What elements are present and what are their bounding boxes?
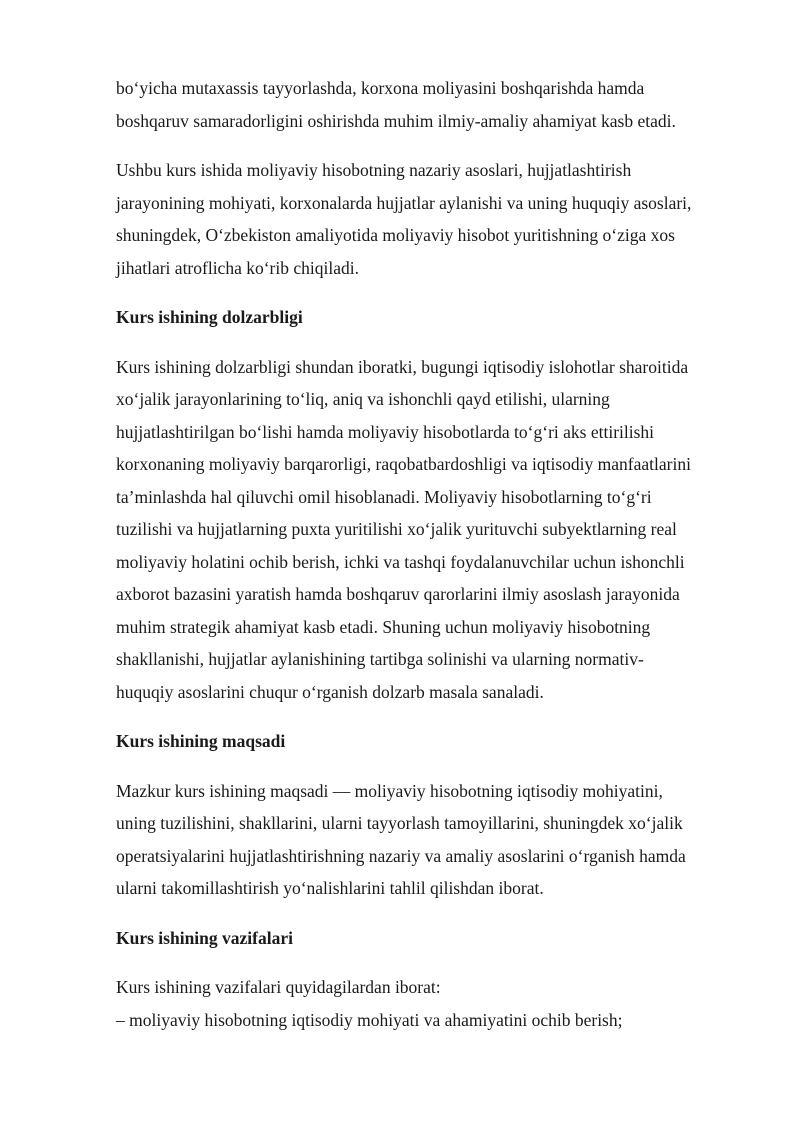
text-line: moliyaviy holatini ochib berish, ichki va tashqi foydalanuvchilar uchun ishonchli: [116, 551, 685, 572]
relevance-heading: Kurs ishining dolzarbligi: [116, 307, 303, 327]
text-line: axborot bazasini yaratish hamda boshqaruv qarorlarini ilmiy asoslash jarayonida: [116, 584, 680, 604]
relevance-paragraph: [116, 351, 736, 709]
text-line: Kurs ishining dolzarbligi shundan iboratki, bugungi iqtisodiy islohotlar sharoitida: [116, 356, 689, 377]
text-line: tuzilishi va hujjatlarning puxta yuritilishi xoʻjalik yurituvchi subyektlarning real: [116, 519, 677, 539]
text-line: jarayonining mohiyati, korxonalarda hujjatlar aylanishi va uning huquqiy asoslari,: [116, 192, 692, 213]
tasks-paragraph: [116, 971, 736, 1036]
text-line: boʻyicha mutaxassis tayyorlashda, korxona moliyasini boshqarishda hamda: [116, 78, 645, 98]
list-item: – moliyaviy hisobotning iqtisodiy mohiyati va ahamiyatini ochib berish;: [116, 1009, 623, 1030]
text-line: korxonaning moliyaviy barqarorligi, raqobatbardoshligi va iqtisodiy manfaatlarini: [116, 454, 691, 474]
document-page: [116, 72, 736, 1036]
intro-continuation-paragraph: [116, 72, 736, 137]
text-line: shuningdek, Oʻzbekiston amaliyotida moliyaviy hisobot yuritishning oʻziga xos: [116, 225, 675, 245]
text-line: muhim strategik ahamiyat kasb etadi. Shuning uchun moliyaviy hisobotning: [116, 616, 651, 637]
text-line: shakllanishi, hujjatlar aylanishining tartibga solinishi va ularning normativ-: [116, 649, 644, 669]
text-line: Kurs ishining vazifalari quyidagilardan iborat:: [116, 977, 441, 997]
text-line: uning tuzilishini, shakllarini, ularni tayyorlash tamoyillarini, shuningdek xoʻjalik: [116, 813, 683, 833]
text-line: Ushbu kurs ishida moliyaviy hisobotning nazariy asoslari, hujjatlashtirish: [116, 160, 632, 180]
text-line: ularni takomillashtirish yoʻnalishlarini tahlil qilishdan iborat.: [116, 878, 544, 898]
tasks-heading: Kurs ishining vazifalari: [116, 927, 293, 948]
text-line: operatsiyalarini hujjatlashtirishning nazariy va amaliy asoslarini oʻrganish hamda: [116, 845, 686, 866]
text-line: hujjatlashtirilgan boʻlishi hamda moliyaviy hisobotlarda toʻgʻri aks ettirilishi: [116, 421, 655, 442]
intro-paragraph: [116, 154, 736, 284]
text-line: boshqaruv samaradorligini oshirishda muhim ilmiy-amaliy ahamiyat kasb etadi.: [116, 110, 676, 131]
text-line: ta’minlashda hal qiluvchi omil hisoblanadi. Moliyaviy hisobotlarning toʻgʻri: [116, 486, 652, 507]
goal-paragraph: [116, 775, 736, 905]
text-line: jihatlari atroflicha koʻrib chiqiladi.: [116, 257, 359, 278]
text-line: huquqiy asoslarini chuqur oʻrganish dolzarb masala sanaladi.: [116, 681, 544, 702]
text-line: xoʻjalik jarayonlarining toʻliq, aniq va ishonchli qayd etilishi, ularning: [116, 389, 610, 409]
goal-heading: Kurs ishining maqsadi: [116, 731, 286, 751]
text-line: Mazkur kurs ishining maqsadi — moliyaviy hisobotning iqtisodiy mohiyatini,: [116, 780, 663, 801]
